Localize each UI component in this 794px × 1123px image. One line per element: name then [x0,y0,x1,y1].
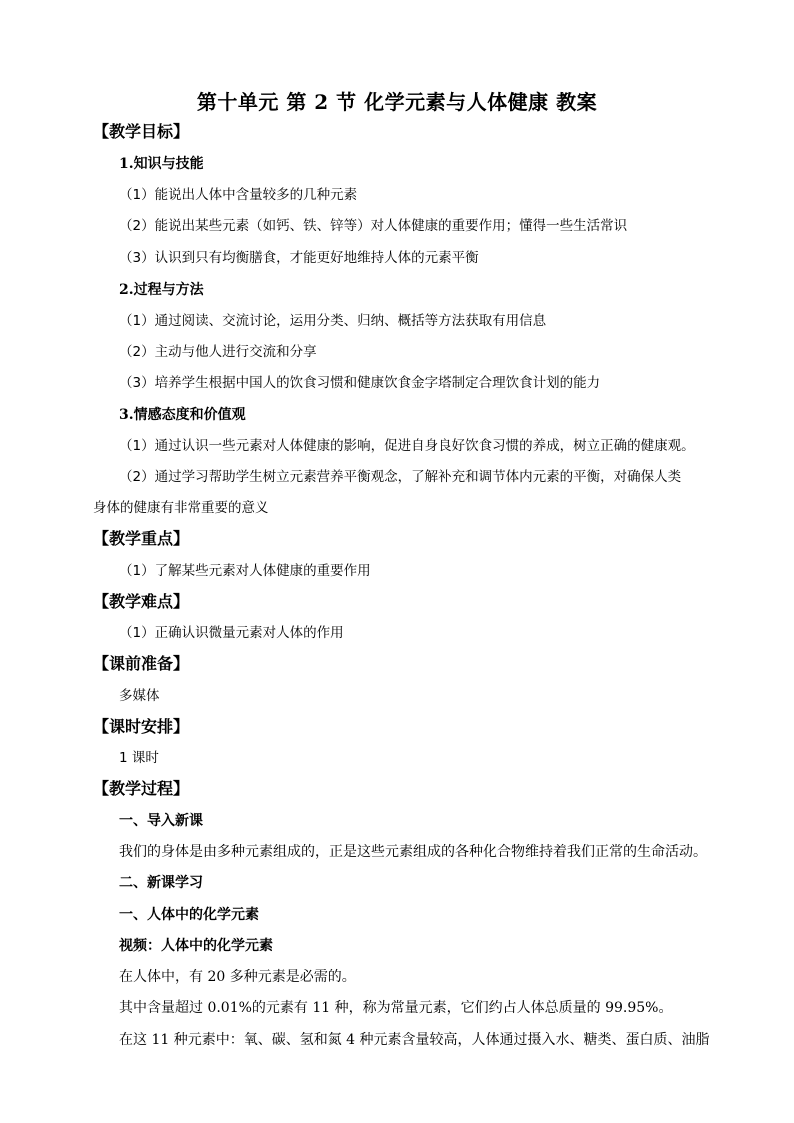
intro-title: 一、导入新课 [119,813,203,829]
paragraph-1: 在人体中，有 20 多种元素是必需的。 [119,969,356,985]
key-points-heading: 【教学重点】 [93,529,190,548]
process-item-2: （2）主动与他人进行交流和分享 [119,344,317,360]
paragraph-3: 在这 11 种元素中：氧、碳、氢和氮 4 种元素含量较高，人体通过摄入水、糖类、蛋白质、油脂 [119,1032,710,1048]
difficulties-heading: 【教学难点】 [93,592,190,611]
process-item-1: （1）通过阅读、交流讨论，运用分类、归纳、概括等方法获取有用信息 [119,313,547,329]
preparation-text: 多媒体 [119,688,160,704]
knowledge-skills-title: 1.知识与技能 [119,156,204,172]
knowledge-item-1: （1）能说出人体中含量较多的几种元素 [119,187,358,203]
intro-text: 我们的身体是由多种元素组成的，正是这些元素组成的各种化合物维持着我们正常的生命活动。 [119,844,707,860]
process-method-title: 2.过程与方法 [119,282,204,298]
schedule-heading: 【课时安排】 [93,717,190,736]
attitude-values-title: 3.情感态度和价值观 [119,407,246,423]
attitude-item-2-continued: 身体的健康有非常重要的意义 [93,500,269,516]
difficulty-item-1: （1）正确认识微量元素对人体的作用 [119,625,344,641]
part1-title: 一、人体中的化学元素 [119,907,259,923]
attitude-item-2: （2）通过学习帮助学生树立元素营养平衡观念，了解补充和调节体内元素的平衡，对确保人类 [119,469,682,485]
objectives-heading: 【教学目标】 [93,122,190,141]
video-title: 视频：人体中的化学元素 [119,938,273,954]
process-item-3: （3）培养学生根据中国人的饮食习惯和健康饮食金字塔制定合理饮食计划的能力 [119,375,601,391]
document-title: 第十单元 第 2 节 化学元素与人体健康 教案 [196,90,598,114]
schedule-text: 1 课时 [119,750,159,766]
knowledge-item-3: （3）认识到只有均衡膳食，才能更好地维持人体的元素平衡 [119,250,479,266]
new-lesson-title: 二、新课学习 [119,875,203,891]
knowledge-item-2: （2）能说出某些元素（如钙、铁、锌等）对人体健康的重要作用；懂得一些生活常识 [119,218,628,234]
key-point-item-1: （1）了解某些元素对人体健康的重要作用 [119,563,371,579]
paragraph-2: 其中含量超过 0.01%的元素有 11 种，称为常量元素，它们约占人体总质量的 99.95%。 [119,1000,673,1016]
attitude-item-1: （1）通过认识一些元素对人体健康的影响，促进自身良好饮食习惯的养成，树立正确的健康观。 [119,438,695,454]
teaching-process-heading: 【教学过程】 [93,779,190,798]
preparation-heading: 【课前准备】 [93,654,190,673]
